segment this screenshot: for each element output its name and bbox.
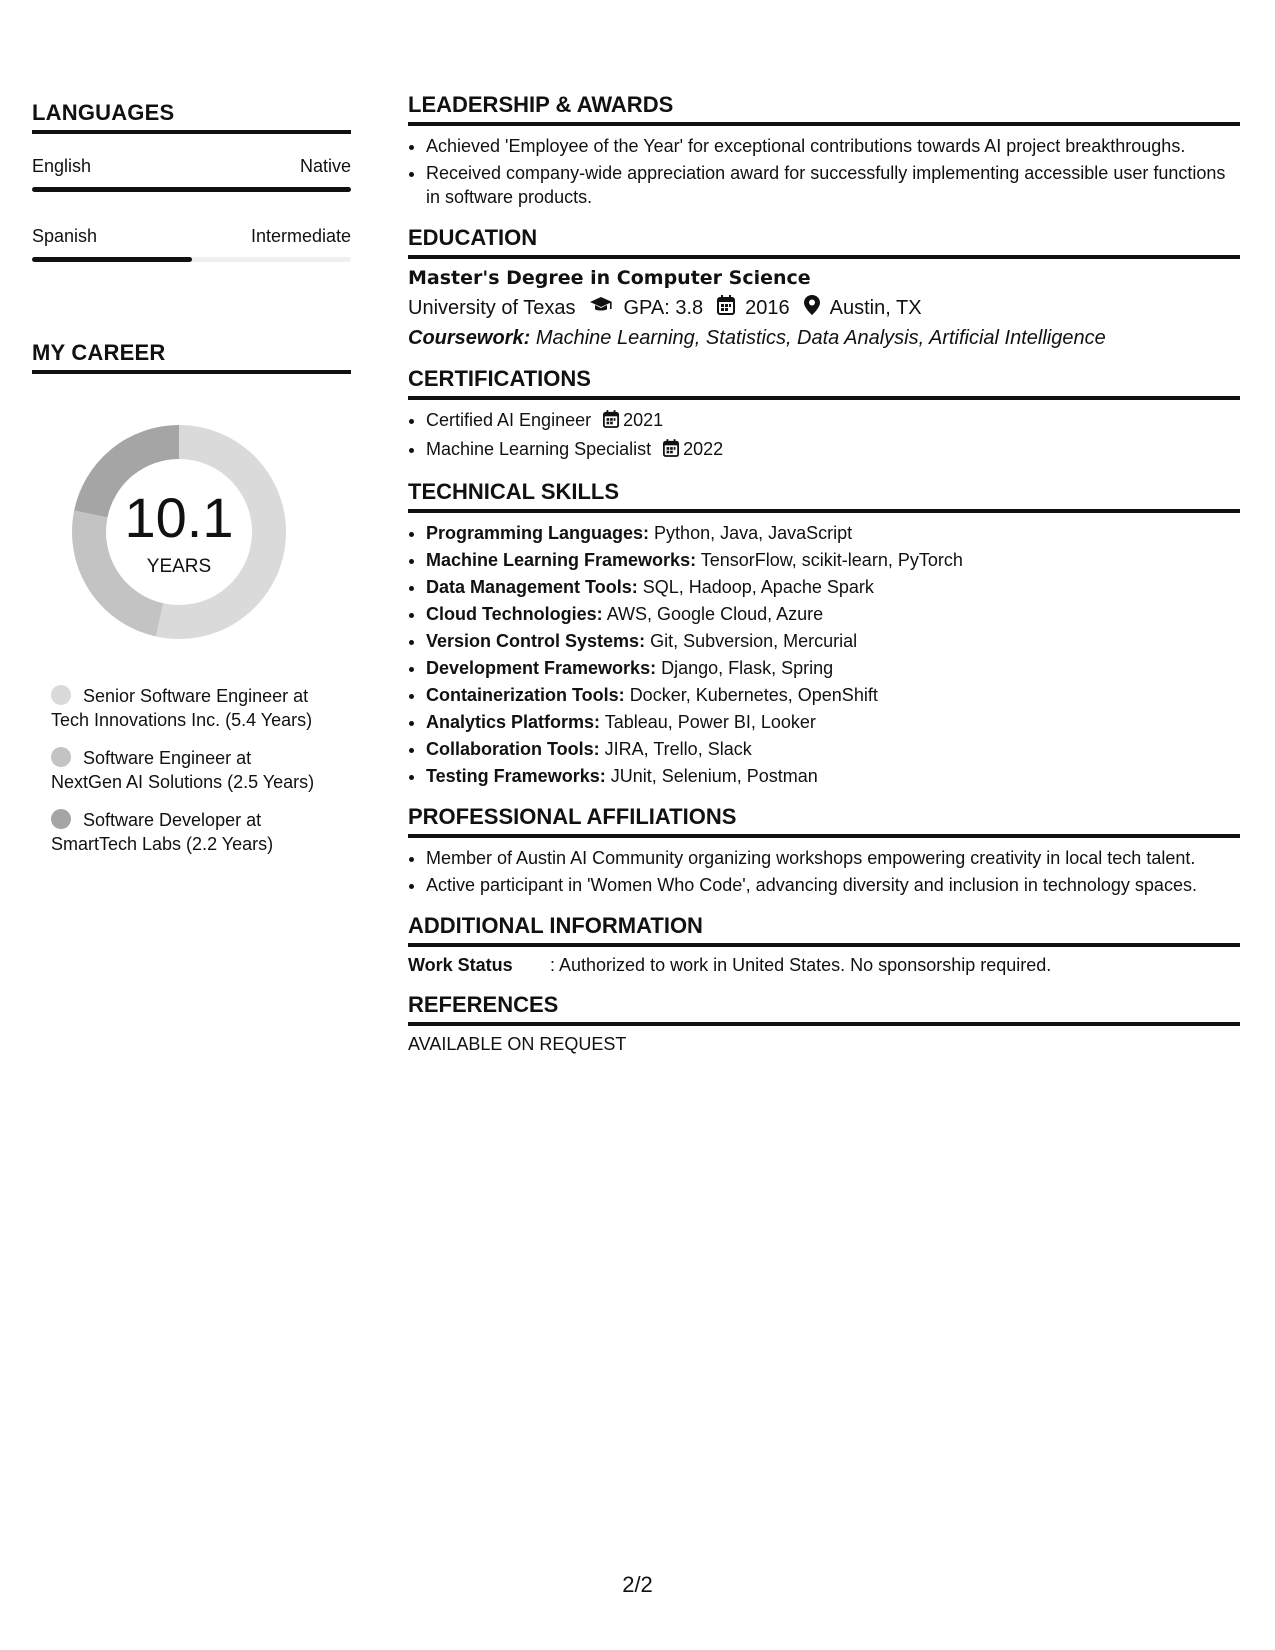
education-location: Austin, TX xyxy=(829,296,922,319)
skill-value: Django, Flask, Spring xyxy=(661,658,834,678)
language-proficiency-fill xyxy=(32,257,192,262)
additional-info-section xyxy=(408,913,1240,976)
certification-year: 2021 xyxy=(623,410,664,430)
leadership-title: LEADERSHIP & AWARDS xyxy=(408,92,1240,126)
skill-value: Docker, Kubernetes, OpenShift xyxy=(629,685,878,705)
language-english xyxy=(32,156,351,192)
left-column xyxy=(32,100,351,870)
job-company: Tech Innovations Inc. (5.4 Years) xyxy=(51,710,313,730)
skill-value: Python, Java, JavaScript xyxy=(654,523,853,543)
job-title: Software Engineer at xyxy=(83,748,252,768)
calendar-icon xyxy=(603,410,619,434)
job-company: SmartTech Labs (2.2 Years) xyxy=(51,834,274,854)
skill-item xyxy=(426,521,1240,545)
education-year: 2016 xyxy=(745,296,790,319)
language-name: English xyxy=(32,156,92,176)
language-proficiency-bar xyxy=(32,257,351,262)
skill-item xyxy=(426,737,1240,761)
education-coursework xyxy=(408,327,1240,350)
list-item: • Active participant in 'Women Who Code', advancing diversity and inclusion in technology spaces. xyxy=(426,873,1240,897)
language-spanish xyxy=(32,226,351,262)
list-item: • Member of Austin AI Community organizing workshops empowering creativity in local tech talent. xyxy=(426,846,1240,870)
skill-label: Development Frameworks: xyxy=(426,658,657,678)
career-donut-chart xyxy=(65,418,293,646)
calendar-icon xyxy=(663,439,679,463)
certifications-title: CERTIFICATIONS xyxy=(408,366,1240,400)
career-title: MY CAREER xyxy=(32,340,351,374)
skills-list xyxy=(408,521,1240,788)
skill-label: Version Control Systems: xyxy=(426,631,646,651)
skill-value: JUnit, Selenium, Postman xyxy=(610,766,818,786)
map-pin-icon xyxy=(804,295,820,321)
languages-title: LANGUAGES xyxy=(32,100,351,134)
career-years-unit: YEARS xyxy=(146,556,212,577)
list-item xyxy=(426,437,1240,463)
calendar-icon xyxy=(717,295,735,321)
skill-label: Collaboration Tools: xyxy=(426,739,600,759)
skill-value: Tableau, Power BI, Looker xyxy=(604,712,816,732)
work-status-value: : Authorized to work in United States. No sponsorship required. xyxy=(550,955,1052,975)
skill-item xyxy=(426,602,1240,626)
coursework-value: Machine Learning, Statistics, Data Analysis, Artificial Intelligence xyxy=(535,327,1106,349)
skill-value: JIRA, Trello, Slack xyxy=(604,739,752,759)
skill-label: Containerization Tools: xyxy=(426,685,625,705)
affiliations-title: PROFESSIONAL AFFILIATIONS xyxy=(408,804,1240,838)
career-legend-item xyxy=(51,746,351,794)
skill-label: Machine Learning Frameworks: xyxy=(426,550,697,570)
skill-item xyxy=(426,575,1240,599)
skill-item xyxy=(426,764,1240,788)
job-title: Senior Software Engineer at xyxy=(83,686,309,706)
language-name: Spanish xyxy=(32,226,98,246)
language-level: Intermediate xyxy=(250,226,351,246)
coursework-label: Coursework: xyxy=(408,327,531,349)
career-legend-item xyxy=(51,808,351,856)
affiliations-section xyxy=(408,804,1240,897)
page-number: 2/2 xyxy=(622,1572,653,1597)
references-text: AVAILABLE ON REQUEST xyxy=(408,1034,627,1054)
certification-year: 2022 xyxy=(683,439,724,459)
skill-label: Analytics Platforms: xyxy=(426,712,601,732)
career-legend-item xyxy=(51,684,351,732)
career-total-years: 10.1 xyxy=(124,486,234,549)
language-level: Native xyxy=(299,156,351,176)
skill-item xyxy=(426,548,1240,572)
skill-label: Cloud Technologies: xyxy=(426,604,603,624)
education-school: University of Texas xyxy=(408,296,576,319)
certification-name: Machine Learning Specialist xyxy=(426,439,652,459)
legend-dot-icon xyxy=(51,685,71,705)
references-section xyxy=(408,992,1240,1055)
skill-item xyxy=(426,629,1240,653)
job-title: Software Developer at xyxy=(83,810,262,830)
education-title: EDUCATION xyxy=(408,225,1240,259)
references-title: REFERENCES xyxy=(408,992,1240,1026)
certification-name: Certified AI Engineer xyxy=(426,410,592,430)
skill-label: Testing Frameworks: xyxy=(426,766,606,786)
skill-value: SQL, Hadoop, Apache Spark xyxy=(642,577,874,597)
skill-value: Git, Subversion, Mercurial xyxy=(650,631,858,651)
skills-title: TECHNICAL SKILLS xyxy=(408,479,1240,513)
list-item xyxy=(426,408,1240,434)
education-gpa: GPA: 3.8 xyxy=(623,296,704,319)
skill-value: TensorFlow, scikit-learn, PyTorch xyxy=(700,550,963,570)
legend-dot-icon xyxy=(51,747,71,767)
right-column xyxy=(408,92,1240,1071)
certifications-section xyxy=(408,366,1240,463)
skill-label: Programming Languages: xyxy=(426,523,650,543)
language-proficiency-bar xyxy=(32,187,351,192)
leadership-section xyxy=(408,92,1240,209)
skill-value: AWS, Google Cloud, Azure xyxy=(606,604,824,624)
education-section xyxy=(408,225,1240,350)
skills-section xyxy=(408,479,1240,788)
skill-label: Data Management Tools: xyxy=(426,577,638,597)
list-item: • Achieved 'Employee of the Year' for exceptional contributions towards AI project breakthroughs. xyxy=(426,134,1240,158)
graduation-cap-icon xyxy=(589,296,613,320)
job-company: NextGen AI Solutions (2.5 Years) xyxy=(51,772,315,792)
work-status-label: Work Status xyxy=(408,955,513,975)
language-proficiency-fill xyxy=(32,187,351,192)
skill-item xyxy=(426,656,1240,680)
legend-dot-icon xyxy=(51,809,71,829)
education-degree: Master's Degree in Computer Science xyxy=(408,267,811,289)
additional-info-title: ADDITIONAL INFORMATION xyxy=(408,913,1240,947)
career-legend xyxy=(32,684,351,856)
skill-item xyxy=(426,683,1240,707)
skill-item xyxy=(426,710,1240,734)
list-item: • Received company-wide appreciation award for successfully implementing accessible user functions in software products. xyxy=(426,161,1240,209)
